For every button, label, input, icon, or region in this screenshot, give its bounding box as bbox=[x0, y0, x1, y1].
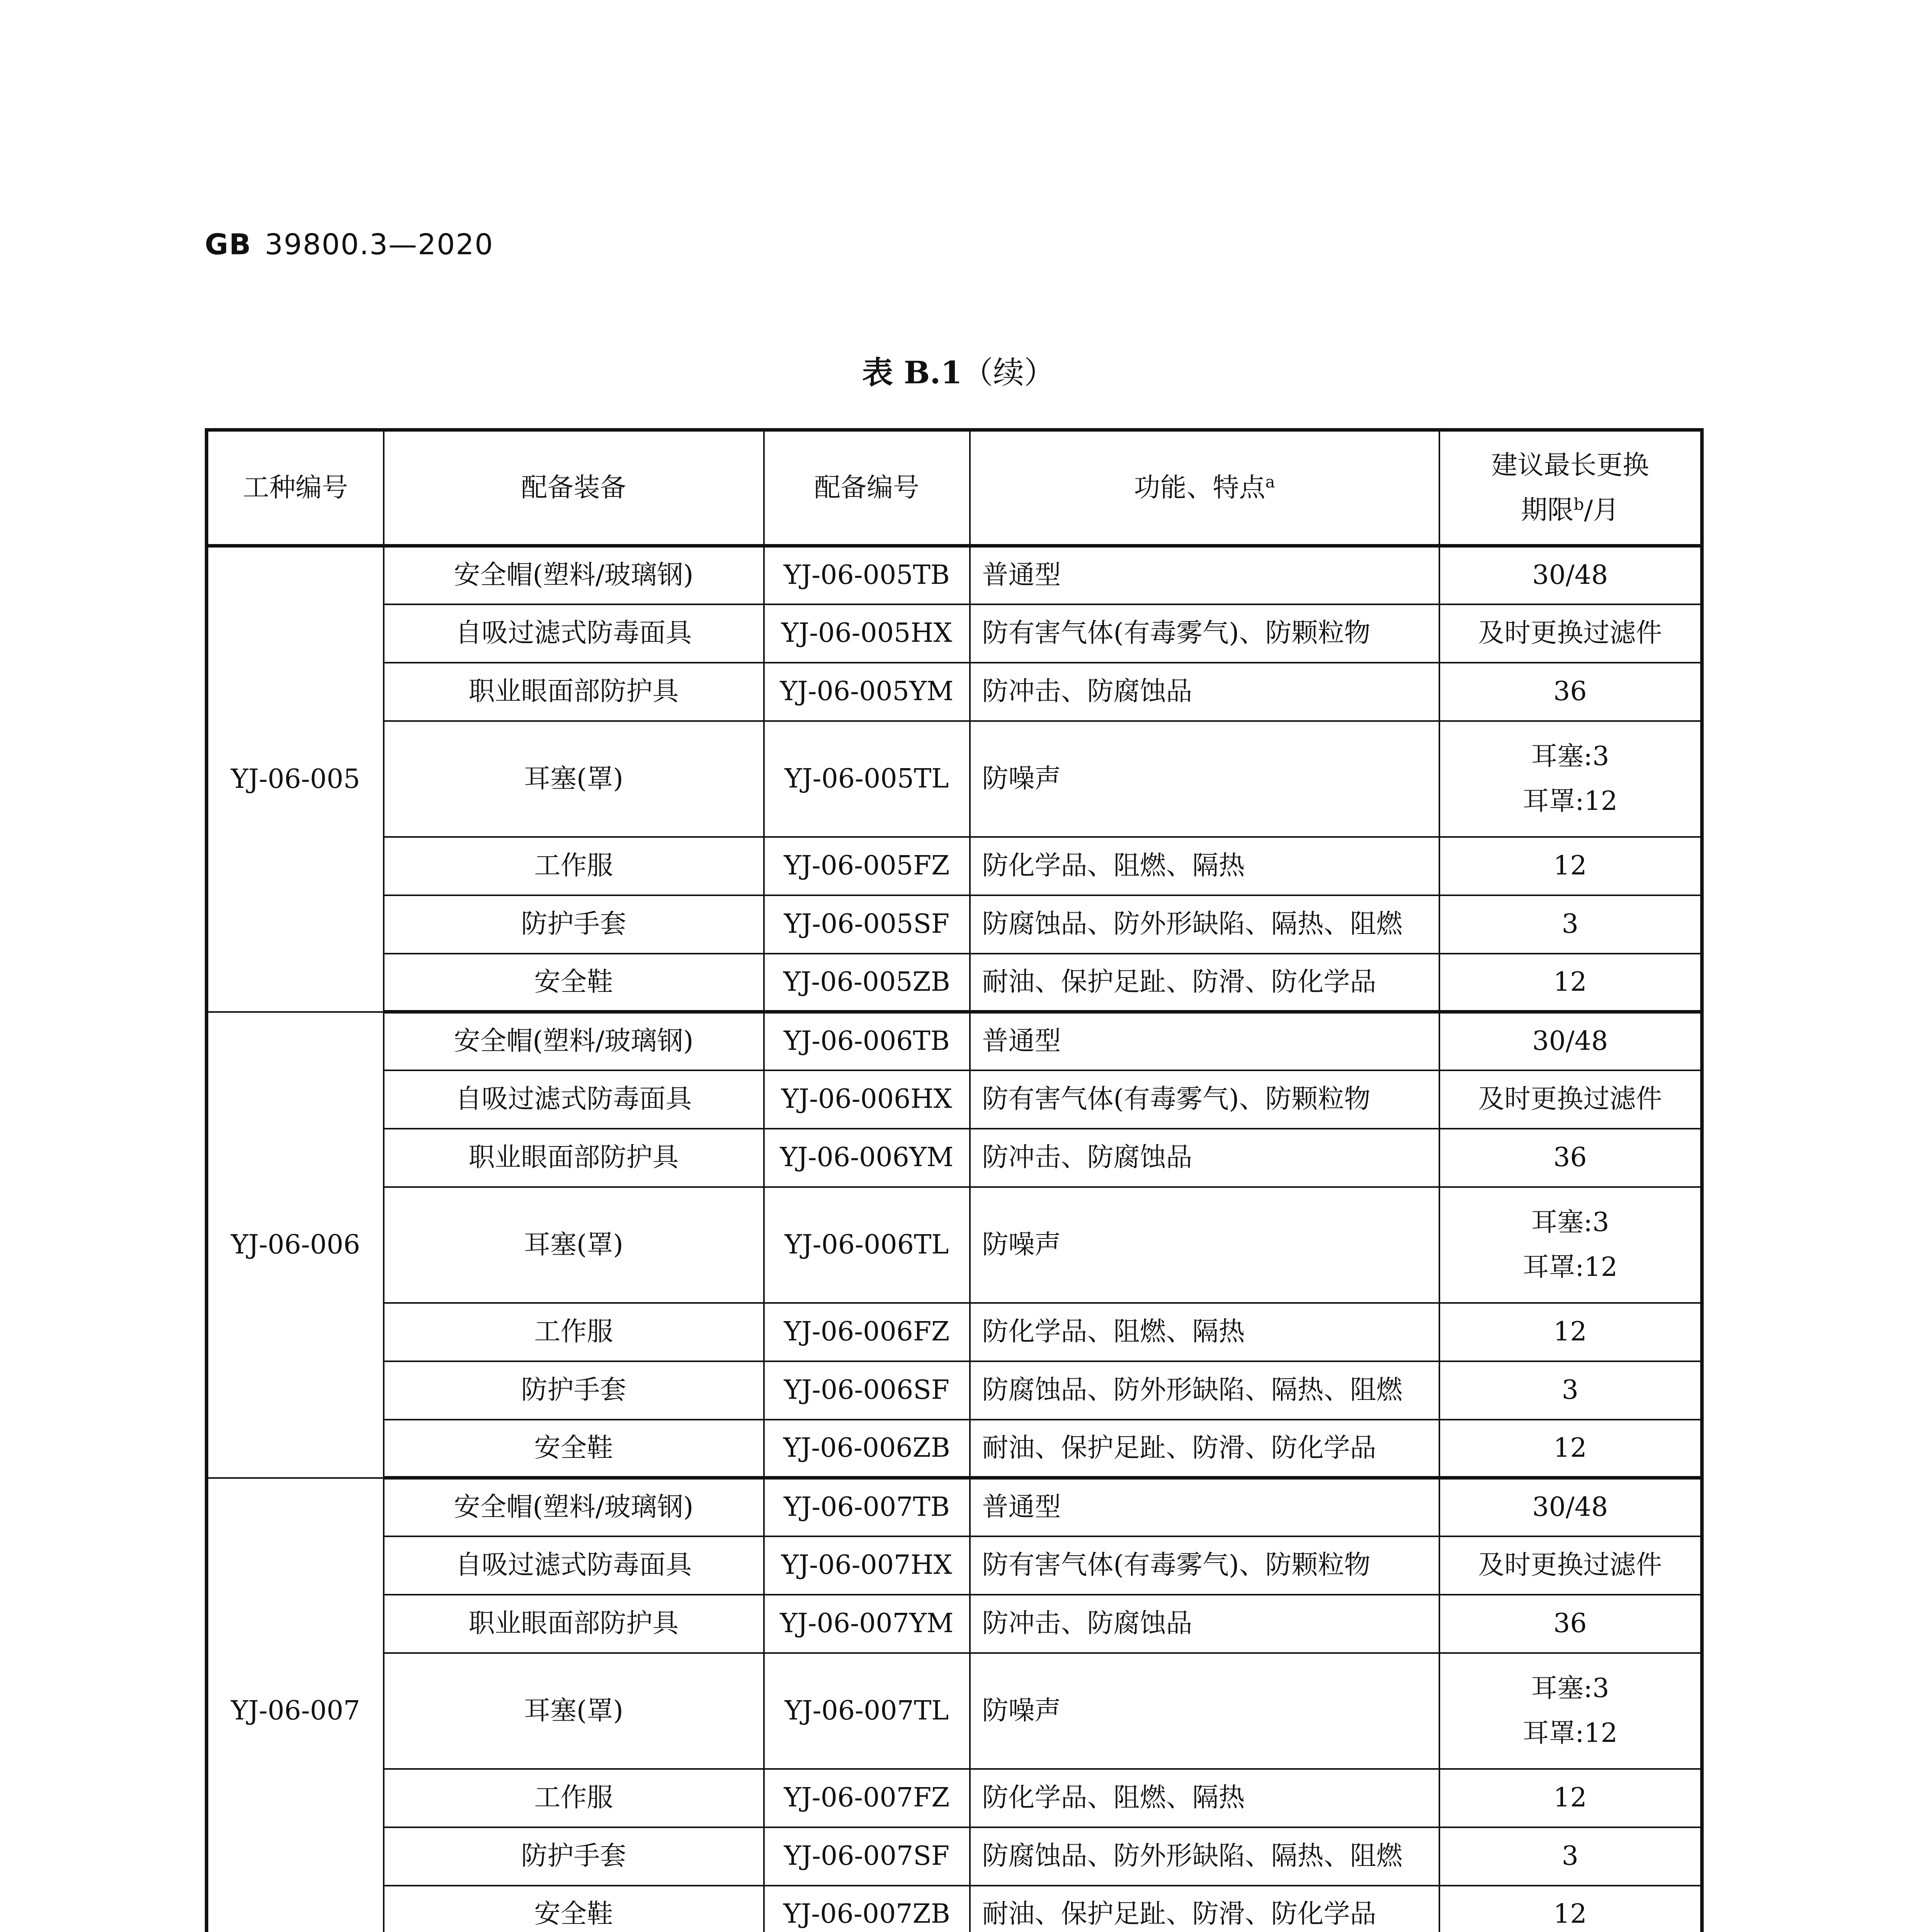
equip-code-cell: YJ-06-006FZ bbox=[764, 1303, 970, 1361]
equipment-cell: 安全鞋 bbox=[384, 954, 764, 1012]
period-cell: 30/48 bbox=[1439, 1012, 1702, 1070]
function-cell: 防噪声 bbox=[970, 721, 1439, 837]
table-row bbox=[207, 1536, 1702, 1595]
standard-prefix: GB bbox=[205, 228, 252, 261]
table-row bbox=[207, 604, 1702, 663]
header-period bbox=[1439, 430, 1702, 546]
function-cell: 耐油、保护足趾、防滑、防化学品 bbox=[970, 1420, 1439, 1478]
table-row bbox=[207, 1886, 1702, 1932]
period-cell: 12 bbox=[1439, 1769, 1702, 1827]
equip-code-cell: YJ-06-006ZB bbox=[764, 1420, 970, 1478]
equip-code-cell: YJ-06-005TL bbox=[764, 721, 970, 837]
equipment-cell: 安全帽(塑料/玻璃钢) bbox=[384, 546, 764, 604]
function-cell: 防有害气体(有毒雾气)、防颗粒物 bbox=[970, 604, 1439, 663]
job-code-cell: YJ-06-005 bbox=[207, 546, 384, 1012]
function-cell: 防化学品、阻燃、隔热 bbox=[970, 837, 1439, 895]
equipment-cell: 耳塞(罩) bbox=[384, 721, 764, 837]
table-row bbox=[207, 837, 1702, 895]
table-number: 表 B.1 bbox=[862, 354, 962, 391]
function-cell: 防有害气体(有毒雾气)、防颗粒物 bbox=[970, 1536, 1439, 1595]
equip-code-cell: YJ-06-005FZ bbox=[764, 837, 970, 895]
equipment-cell: 防护手套 bbox=[384, 1827, 764, 1886]
equip-code-cell: YJ-06-007TL bbox=[764, 1653, 970, 1769]
period-cell: 12 bbox=[1439, 1420, 1702, 1478]
table-row bbox=[207, 1420, 1702, 1478]
equipment-cell: 自吸过滤式防毒面具 bbox=[384, 1070, 764, 1129]
equip-code-cell: YJ-06-006TL bbox=[764, 1187, 970, 1303]
table-row bbox=[207, 1129, 1702, 1187]
function-cell: 防腐蚀品、防外形缺陷、隔热、阻燃 bbox=[970, 1361, 1439, 1420]
equip-code-cell: YJ-06-007SF bbox=[764, 1827, 970, 1886]
equip-code-cell: YJ-06-007YM bbox=[764, 1595, 970, 1653]
header-equipment: 配备装备 bbox=[384, 430, 764, 546]
period-cell: 12 bbox=[1439, 837, 1702, 895]
equip-code-cell: YJ-06-006SF bbox=[764, 1361, 970, 1420]
equip-code-cell: YJ-06-007ZB bbox=[764, 1886, 970, 1932]
equip-code-cell: YJ-06-005YM bbox=[764, 663, 970, 721]
equip-code-cell: YJ-06-006YM bbox=[764, 1129, 970, 1187]
function-cell: 普通型 bbox=[970, 1012, 1439, 1070]
equip-code-cell: YJ-06-005SF bbox=[764, 895, 970, 954]
equip-code-cell: YJ-06-006HX bbox=[764, 1070, 970, 1129]
table-title-suffix: （续） bbox=[962, 355, 1055, 391]
period-cell: 30/48 bbox=[1439, 1478, 1702, 1536]
function-cell: 防腐蚀品、防外形缺陷、隔热、阻燃 bbox=[970, 895, 1439, 954]
function-cell: 耐油、保护足趾、防滑、防化学品 bbox=[970, 1886, 1439, 1932]
equip-code-cell: YJ-06-005ZB bbox=[764, 954, 970, 1012]
table-row bbox=[207, 1478, 1702, 1536]
period-cell: 30/48 bbox=[1439, 546, 1702, 604]
job-code-cell: YJ-06-007 bbox=[207, 1478, 384, 1932]
period-cell: 36 bbox=[1439, 663, 1702, 721]
period-cell: 12 bbox=[1439, 954, 1702, 1012]
period-cell: 3 bbox=[1439, 1361, 1702, 1420]
function-cell: 普通型 bbox=[970, 1478, 1439, 1536]
table-body bbox=[207, 546, 1702, 1932]
equipment-cell: 防护手套 bbox=[384, 1361, 764, 1420]
equip-code-cell: YJ-06-005TB bbox=[764, 546, 970, 604]
function-cell: 防腐蚀品、防外形缺陷、隔热、阻燃 bbox=[970, 1827, 1439, 1886]
table-row bbox=[207, 1303, 1702, 1361]
header-equip-code: 配备编号 bbox=[764, 430, 970, 546]
equipment-cell: 职业眼面部防护具 bbox=[384, 663, 764, 721]
period-cell: 12 bbox=[1439, 1886, 1702, 1932]
equipment-cell: 职业眼面部防护具 bbox=[384, 1595, 764, 1653]
equipment-cell: 工作服 bbox=[384, 1769, 764, 1827]
table-row bbox=[207, 721, 1702, 837]
equipment-cell: 工作服 bbox=[384, 837, 764, 895]
function-cell: 耐油、保护足趾、防滑、防化学品 bbox=[970, 954, 1439, 1012]
table-row bbox=[207, 1769, 1702, 1827]
table-header-row bbox=[207, 430, 1702, 546]
period-cell: 12 bbox=[1439, 1303, 1702, 1361]
function-cell: 防有害气体(有毒雾气)、防颗粒物 bbox=[970, 1070, 1439, 1129]
period-cell: 及时更换过滤件 bbox=[1439, 1536, 1702, 1595]
table-row bbox=[207, 954, 1702, 1012]
header-function-note: a bbox=[1265, 472, 1275, 492]
table-row bbox=[207, 1595, 1702, 1653]
header-function-text: 功能、特点 bbox=[1134, 472, 1266, 503]
equipment-cell: 自吸过滤式防毒面具 bbox=[384, 604, 764, 663]
equipment-cell: 防护手套 bbox=[384, 895, 764, 954]
period-cell: 及时更换过滤件 bbox=[1439, 604, 1702, 663]
equip-code-cell: YJ-06-007HX bbox=[764, 1536, 970, 1595]
equipment-table bbox=[205, 428, 1704, 1932]
header-job-code: 工种编号 bbox=[207, 430, 384, 546]
period-cell: 36 bbox=[1439, 1129, 1702, 1187]
equip-code-cell: YJ-06-005HX bbox=[764, 604, 970, 663]
period-cell: 3 bbox=[1439, 1827, 1702, 1886]
period-cell: 3 bbox=[1439, 895, 1702, 954]
table-title bbox=[0, 348, 1917, 392]
table-row bbox=[207, 1653, 1702, 1769]
equipment-cell: 耳塞(罩) bbox=[384, 1653, 764, 1769]
period-cell: 及时更换过滤件 bbox=[1439, 1070, 1702, 1129]
equipment-cell: 安全帽(塑料/玻璃钢) bbox=[384, 1478, 764, 1536]
table-row bbox=[207, 895, 1702, 954]
equipment-cell: 自吸过滤式防毒面具 bbox=[384, 1536, 764, 1595]
job-code-cell: YJ-06-006 bbox=[207, 1012, 384, 1478]
function-cell: 防化学品、阻燃、隔热 bbox=[970, 1303, 1439, 1361]
equip-code-cell: YJ-06-006TB bbox=[764, 1012, 970, 1070]
header-period-note: b bbox=[1573, 494, 1584, 514]
table-row bbox=[207, 546, 1702, 604]
equip-code-cell: YJ-06-007TB bbox=[764, 1478, 970, 1536]
table-row bbox=[207, 1361, 1702, 1420]
function-cell: 防冲击、防腐蚀品 bbox=[970, 1595, 1439, 1653]
equipment-cell: 耳塞(罩) bbox=[384, 1187, 764, 1303]
function-cell: 防冲击、防腐蚀品 bbox=[970, 663, 1439, 721]
equipment-cell: 职业眼面部防护具 bbox=[384, 1129, 764, 1187]
period-cell: 耳塞:3 耳罩:12 bbox=[1439, 1653, 1702, 1769]
table-row bbox=[207, 1012, 1702, 1070]
period-cell: 耳塞:3 耳罩:12 bbox=[1439, 721, 1702, 837]
header-period-line1: 建议最长更换 bbox=[1491, 450, 1649, 481]
header-period-line2: 期限$^b$/月 bbox=[1521, 494, 1619, 526]
function-cell: 防化学品、阻燃、隔热 bbox=[970, 1769, 1439, 1827]
period-cell: 36 bbox=[1439, 1595, 1702, 1653]
equipment-cell: 安全鞋 bbox=[384, 1886, 764, 1932]
table-row bbox=[207, 1187, 1702, 1303]
function-cell: 防噪声 bbox=[970, 1653, 1439, 1769]
function-cell: 防噪声 bbox=[970, 1187, 1439, 1303]
equipment-cell: 安全鞋 bbox=[384, 1420, 764, 1478]
table-row bbox=[207, 1070, 1702, 1129]
function-cell: 防冲击、防腐蚀品 bbox=[970, 1129, 1439, 1187]
table-row bbox=[207, 663, 1702, 721]
function-cell: 普通型 bbox=[970, 546, 1439, 604]
equipment-cell: 工作服 bbox=[384, 1303, 764, 1361]
equip-code-cell: YJ-06-007FZ bbox=[764, 1769, 970, 1827]
period-cell: 耳塞:3 耳罩:12 bbox=[1439, 1187, 1702, 1303]
standard-number: 39800.3—2020 bbox=[265, 228, 494, 261]
header-function bbox=[970, 430, 1439, 546]
standard-code bbox=[205, 228, 494, 261]
table-row bbox=[207, 1827, 1702, 1886]
equipment-cell: 安全帽(塑料/玻璃钢) bbox=[384, 1012, 764, 1070]
